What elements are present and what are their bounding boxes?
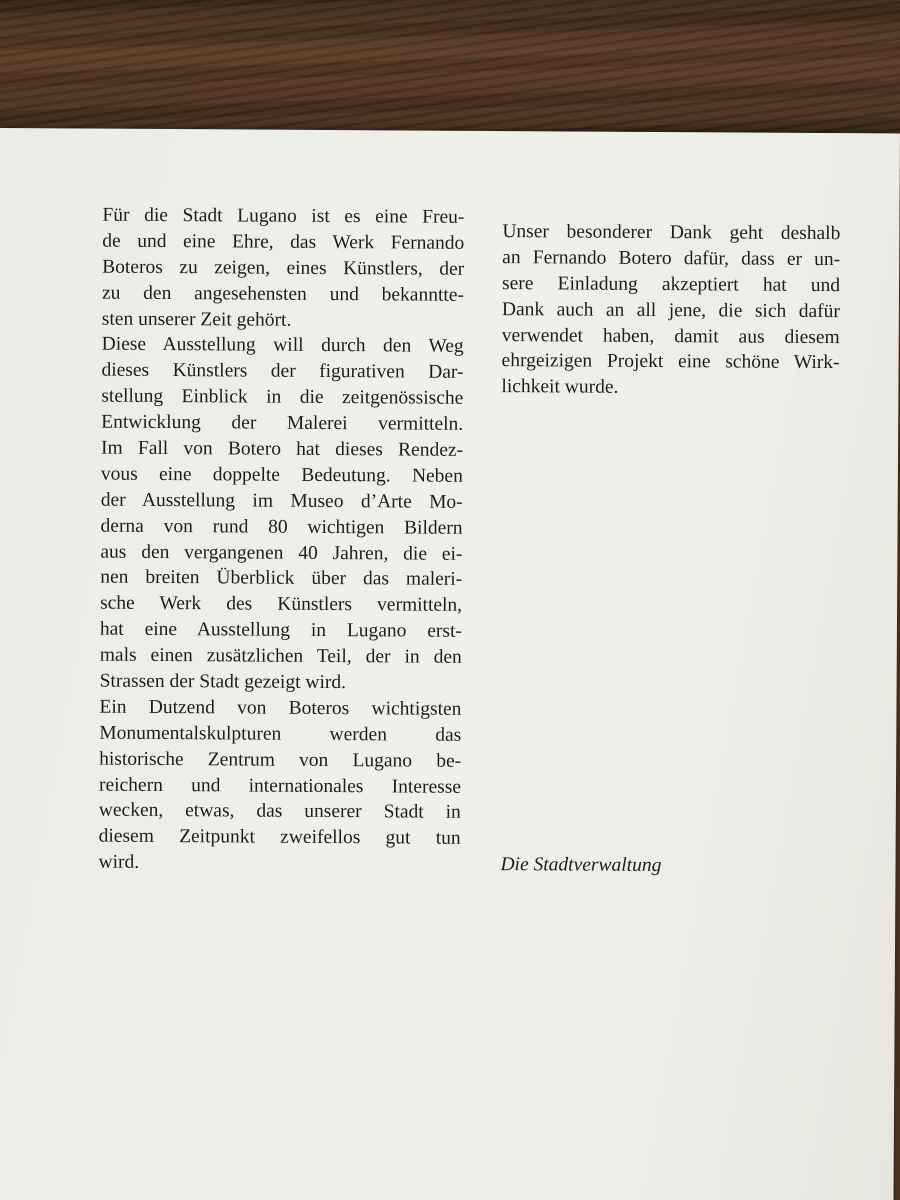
signature: Die Stadtverwaltung <box>500 854 662 877</box>
text-line: Unser besonderer Dank geht deshalb <box>502 221 841 245</box>
text-line: zu den angesehensten und bekanntte- <box>101 282 465 306</box>
text-line: wird. <box>98 851 140 874</box>
text-line: ehrgeizigen Projekt eine schöne Wirk- <box>501 350 840 374</box>
text-line: Entwicklung der Malerei vermitteln. <box>101 411 464 435</box>
text-line: Monumentalskulpturen werden das <box>99 722 462 746</box>
text-line: diesem Zeitpunkt zweifellos gut tun <box>98 825 461 850</box>
text-line: vous eine doppelte Bedeutung. Neben <box>100 463 463 487</box>
text-line: der Ausstellung im Museo d’Arte Mo- <box>100 489 463 513</box>
text-line: Im Fall von Botero hat dieses Rendez- <box>100 437 464 461</box>
text-line: historische Zentrum von Lugano be- <box>99 748 462 772</box>
book-page <box>0 128 900 1200</box>
text-line: lichkeit wurde. <box>501 376 619 399</box>
wooden-table-background <box>0 0 900 150</box>
right-text-column <box>501 219 840 402</box>
text-line: an Fernando Botero dafür, dass er un- <box>502 246 841 271</box>
text-line: dieses Künstlers der figurativen Dar- <box>101 359 464 384</box>
text-line: verwendet haben, damit aus diesem <box>501 324 840 348</box>
left-text-column <box>98 203 464 878</box>
text-line: sche Werk des Künstlers vermitteln, <box>100 592 463 617</box>
text-line: aus den vergangenen 40 Jahren, die ei- <box>100 541 463 565</box>
text-line: Für die Stadt Lugano ist es eine Freu- <box>102 204 465 228</box>
text-line: Diese Ausstellung will durch den Weg <box>101 334 464 358</box>
text-line: Ein Dutzend von Boteros wichtigsten <box>99 696 462 720</box>
text-line: sere Einladung akzeptiert hat und <box>501 272 841 296</box>
text-line: Boteros zu zeigen, eines Künstlers, der <box>102 256 465 280</box>
text-line: Strassen der Stadt gezeigt wird. <box>99 670 347 694</box>
text-line: derna von rund 80 wichtigen Bildern <box>100 515 463 539</box>
text-line: stellung Einblick in die zeitgenössische <box>101 385 464 410</box>
text-line: nen breiten Überblick über das maleri- <box>100 567 463 591</box>
text-line: sten unserer Zeit gehört. <box>101 308 292 331</box>
text-line: hat eine Ausstellung in Lugano erst- <box>99 618 462 643</box>
text-line: Dank auch an all jene, die sich dafür <box>501 298 840 322</box>
text-line: reichern und internationales Interesse <box>98 774 462 798</box>
text-line: mals einen zusätzlichen Teil, der in den <box>99 644 462 668</box>
text-line: de und eine Ehre, das Werk Fernando <box>102 230 465 254</box>
text-line: wecken, etwas, das unserer Stadt in <box>98 800 461 824</box>
